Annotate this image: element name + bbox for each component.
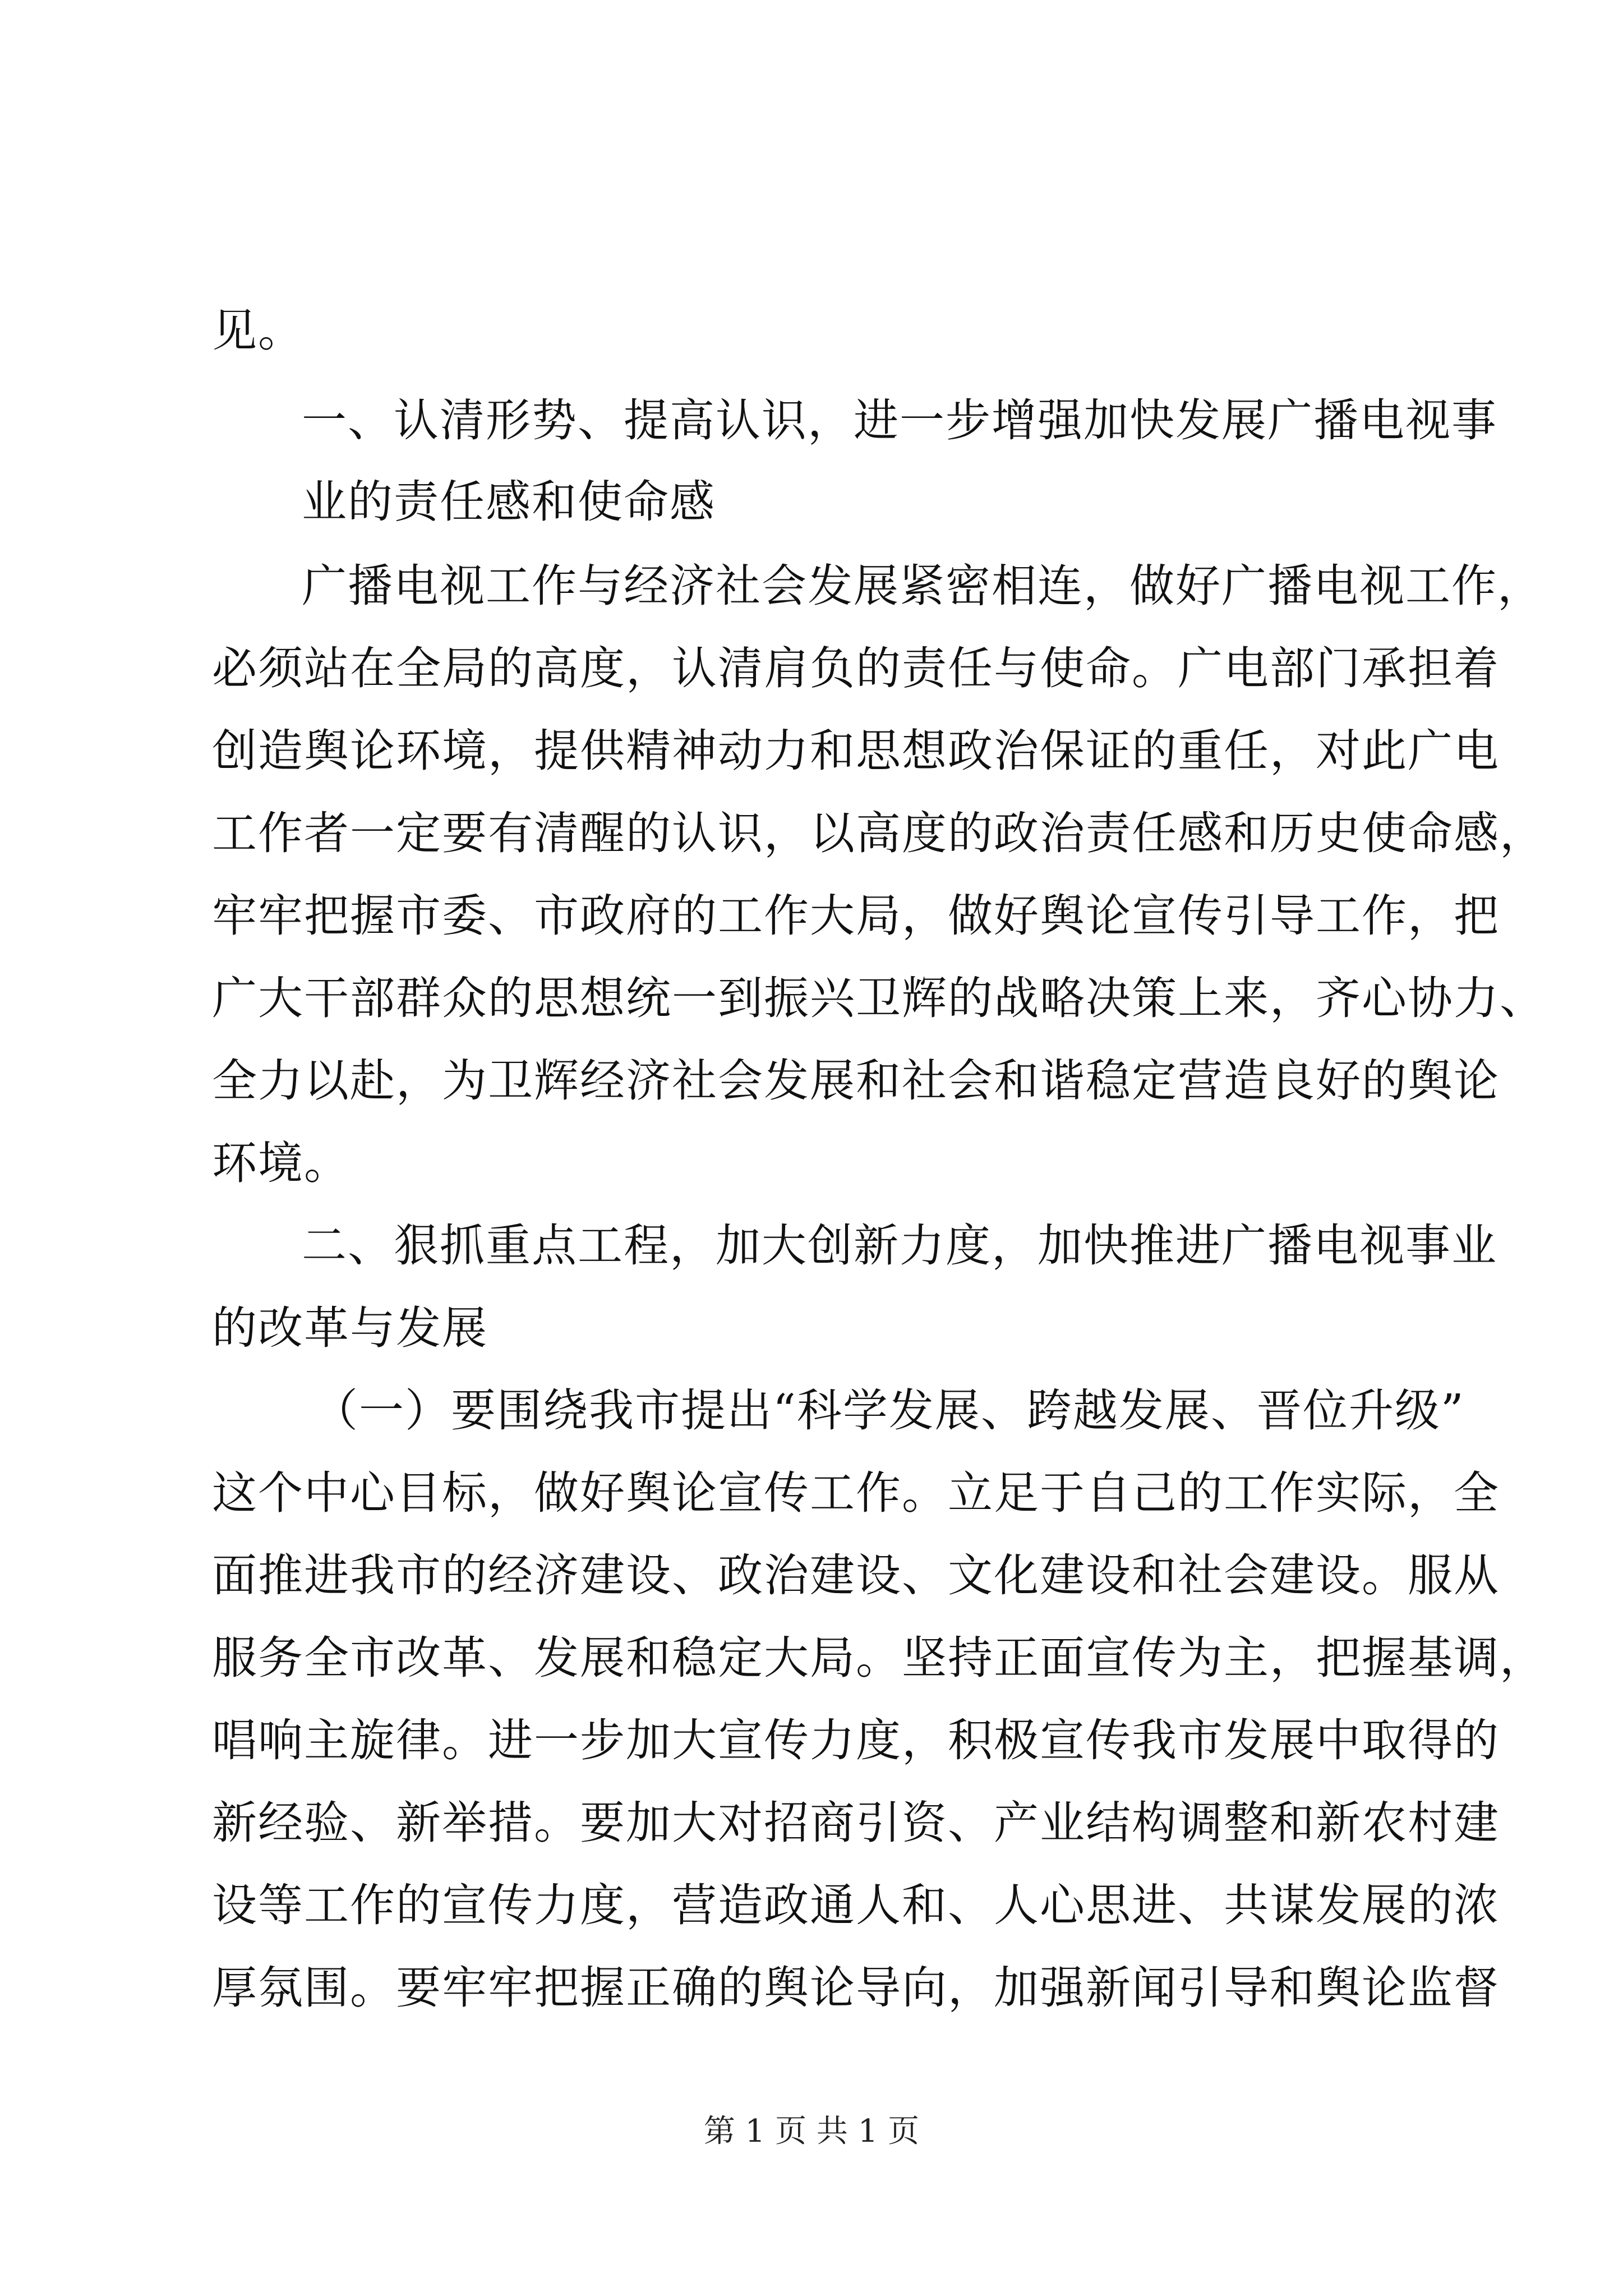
text-line: 这个中心目标，做好舆论宣传工作。立足于自己的工作实际，全 [212, 1467, 1500, 1519]
text-line: 唱响主旋律。进一步加大宣传力度，积极宣传我市发展中取得的 [212, 1714, 1500, 1766]
text-line: 必须站在全局的高度，认清肩负的责任与使命。广电部门承担着 [212, 642, 1500, 694]
section-heading: 一、认清形势、提高认识，进一步增强加快发展广播电视事 [302, 394, 1497, 447]
text-line: 厚氛围。要牢牢把握正确的舆论导向，加强新闻引导和舆论监督 [212, 1962, 1500, 2014]
text-line: 面推进我市的经济建设、政治建设、文化建设和社会建设。服从 [212, 1549, 1500, 1602]
section-heading: 业的责任感和使命感 [302, 476, 716, 528]
text-line: （一）要围绕我市提出“科学发展、跨越发展、晋位升级” [313, 1384, 1465, 1437]
text-line: 见。 [212, 305, 304, 357]
text-line: 广大干部群众的思想统一到振兴卫辉的战略决策上来，齐心协力、 [212, 972, 1546, 1024]
text-line: 设等工作的宣传力度，营造政通人和、人心思进、共谋发展的浓 [212, 1879, 1500, 1931]
section-heading: 二、狠抓重点工程，加大创新力度，加快推进广播电视事业 [302, 1220, 1497, 1272]
text-line: 服务全市改革、发展和稳定大局。坚持正面宣传为主，把握基调， [212, 1632, 1546, 1684]
text-line: 牢牢把握市委、市政府的工作大局，做好舆论宣传引导工作，把 [212, 890, 1500, 942]
section-heading: 的改革与发展 [212, 1302, 488, 1354]
page-footer: 第 1 页 共 1 页 [703, 2113, 920, 2150]
text-line: 工作者一定要有清醒的认识，以高度的政治责任感和历史使命感， [212, 807, 1546, 859]
text-line: 全力以赴，为卫辉经济社会发展和社会和谐稳定营造良好的舆论 [212, 1055, 1500, 1107]
text-line: 广播电视工作与经济社会发展紧密相连，做好广播电视工作， [302, 560, 1543, 612]
text-line: 新经验、新举措。要加大对招商引资、产业结构调整和新农村建 [212, 1797, 1500, 1849]
text-line: 环境。 [212, 1137, 350, 1189]
text-line: 创造舆论环境，提供精神动力和思想政治保证的重任，对此广电 [212, 725, 1500, 777]
